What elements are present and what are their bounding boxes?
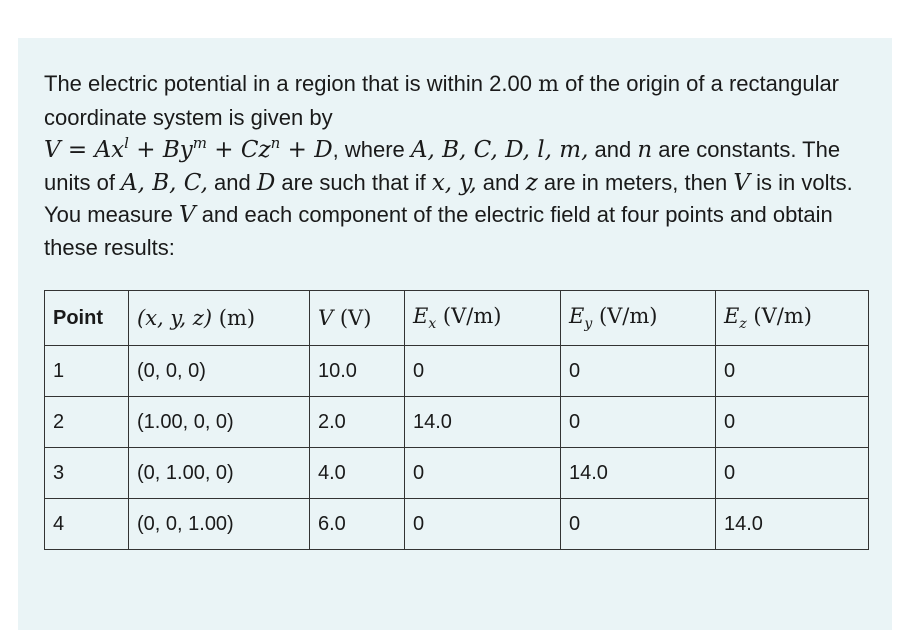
problem-text: and each component of the electric field at four points and obtain these results: bbox=[44, 202, 833, 260]
cell-ey: 14.0 bbox=[561, 448, 716, 499]
problem-text: is in volts. You measure bbox=[44, 169, 853, 227]
header-point: Point bbox=[45, 291, 129, 346]
cell-v: 10.0 bbox=[310, 346, 405, 397]
cell-v: 4.0 bbox=[310, 448, 405, 499]
cell-coords: (1.00, 0, 0) bbox=[129, 397, 310, 448]
cell-point: 2 bbox=[45, 397, 129, 448]
constant-d: D bbox=[256, 169, 276, 196]
header-potential: V (V) bbox=[310, 291, 405, 346]
variable-v: V bbox=[733, 169, 751, 196]
cell-ez: 0 bbox=[716, 448, 869, 499]
header-coordinates: (x, y, z) (m) bbox=[129, 291, 310, 346]
cell-ex: 14.0 bbox=[405, 397, 561, 448]
potential-equation: $V = Ax^l + By^m + Cz^n + D$ bbox=[44, 134, 333, 163]
cell-point: 1 bbox=[45, 346, 129, 397]
cell-ey: 0 bbox=[561, 397, 716, 448]
cell-ex: 0 bbox=[405, 448, 561, 499]
variable-z: z bbox=[525, 169, 538, 196]
problem-text: and bbox=[588, 137, 638, 162]
problem-statement bbox=[44, 68, 874, 264]
cell-ey: 0 bbox=[561, 346, 716, 397]
measurements-table bbox=[44, 290, 869, 550]
cell-coords: (0, 0, 0) bbox=[129, 346, 310, 397]
radius-value: 2.00 bbox=[489, 71, 532, 96]
cell-ex: 0 bbox=[405, 499, 561, 550]
constants-list: A, B, C, D, l, m, bbox=[410, 137, 589, 163]
problem-text: of the origin of a rectangular coordinate system is given by bbox=[44, 71, 840, 130]
table-row bbox=[45, 499, 869, 550]
problem-text: and bbox=[476, 169, 526, 195]
radius-unit: m bbox=[538, 72, 559, 97]
cell-ey: 0 bbox=[561, 499, 716, 550]
cell-point: 4 bbox=[45, 499, 129, 550]
cell-ez: 0 bbox=[716, 397, 869, 448]
cell-ez: 14.0 bbox=[716, 499, 869, 550]
problem-text: are constants. The units of bbox=[44, 137, 841, 195]
cell-ex: 0 bbox=[405, 346, 561, 397]
problem-card bbox=[18, 38, 892, 630]
table-row bbox=[45, 346, 869, 397]
header-ey: $E_y$ (V/m) bbox=[561, 291, 716, 346]
cell-ez: 0 bbox=[716, 346, 869, 397]
header-ez: $E_z$ (V/m) bbox=[716, 291, 869, 346]
constants-list: A, B, C, bbox=[121, 169, 208, 196]
cell-v: 6.0 bbox=[310, 499, 405, 550]
cell-coords: (0, 0, 1.00) bbox=[129, 499, 310, 550]
table-row bbox=[45, 397, 869, 448]
cell-coords: (0, 1.00, 0) bbox=[129, 448, 310, 499]
problem-text: are in meters, then bbox=[537, 169, 734, 195]
problem-text: and bbox=[207, 169, 257, 195]
table-row bbox=[45, 448, 869, 499]
variable-v: V bbox=[178, 202, 196, 228]
variables-list: x, y, bbox=[431, 169, 477, 196]
problem-text: are such that if bbox=[275, 169, 432, 195]
constant-n: n bbox=[637, 137, 653, 163]
cell-point: 3 bbox=[45, 448, 129, 499]
cell-v: 2.0 bbox=[310, 397, 405, 448]
table-header-row bbox=[45, 291, 869, 346]
header-ex: $E_x$ (V/m) bbox=[405, 291, 561, 346]
problem-text: , where bbox=[332, 137, 411, 162]
problem-text: The electric potential in a region that is within bbox=[44, 71, 490, 96]
